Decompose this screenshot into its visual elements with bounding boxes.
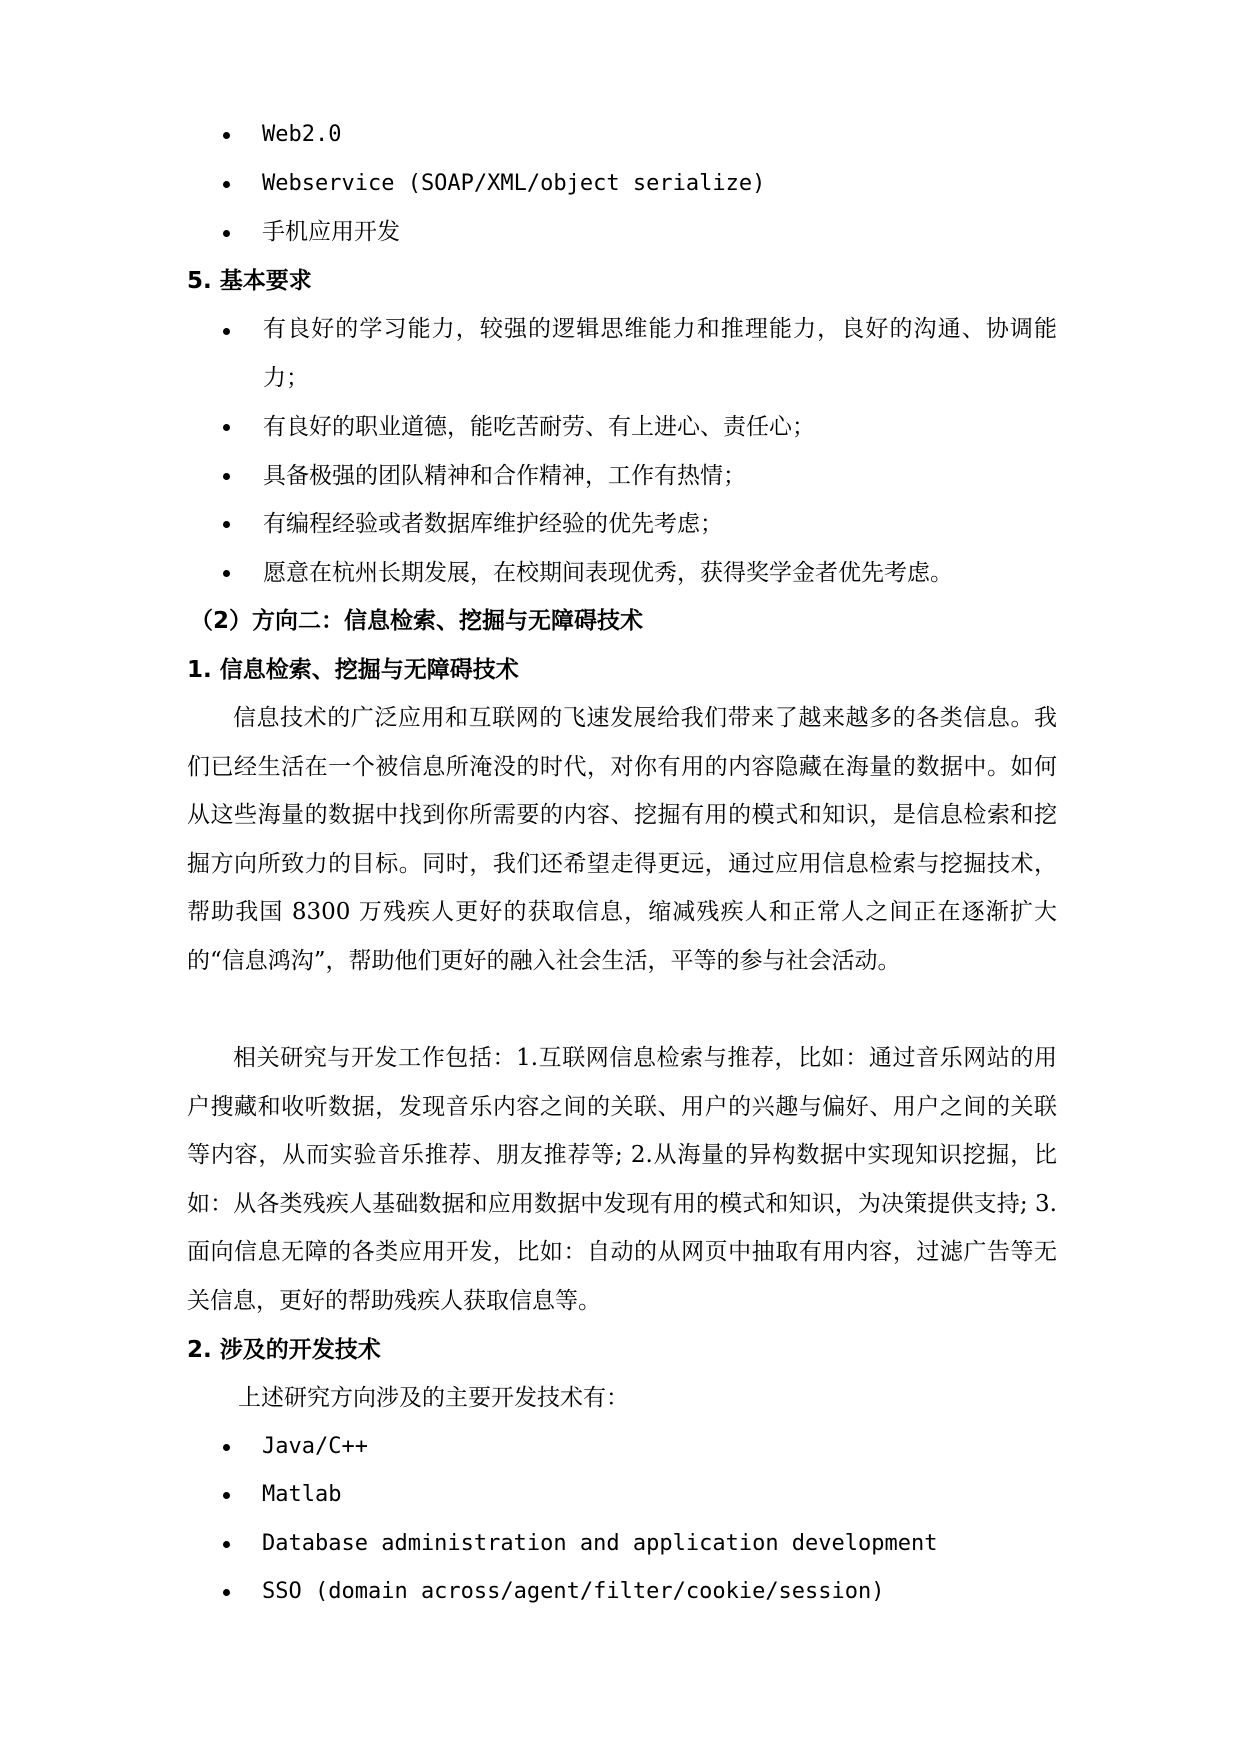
bullet-icon	[223, 328, 230, 335]
bullet-icon	[223, 1541, 230, 1548]
bullet-icon	[223, 1492, 230, 1499]
paragraph-research-work: 相关研究与开发工作包括：1.互联网信息检索与推荐，比如：通过音乐网站的用户搜藏和收听数据，发现音乐内容之间的关联、用户的兴趣与偏好、用户之间的关联等内容，从而实验音乐推荐、朋友推荐等; 2.从海量的异构数据中实现知识挖掘，比如：从各类残疾人基础数据和应用数据中发现有用的模式和知识，为决策提供支持; 3.面向信息无障的各类应用开发，比如：自动的从网页中抽取有用内容，过滤广告等无关信息，更好的帮助残疾人获取信息等。	[187, 1045, 1057, 1314]
tech-item-mobile: 手机应用开发	[262, 219, 400, 245]
requirement-item-2: 有良好的职业道德，能吃苦耐劳、有上进心、责任心；	[263, 414, 815, 440]
bullet-icon	[223, 132, 230, 139]
bullet-icon	[223, 230, 230, 237]
tech-item-webservice: Webservice (SOAP/XML/object serialize)	[262, 171, 766, 196]
requirement-item-3: 具备极强的团队精神和合作精神，工作有热情；	[263, 463, 746, 489]
bullet-icon	[223, 570, 230, 577]
section-5-heading: 5. 基本要求	[187, 268, 312, 294]
requirement-item-5: 愿意在杭州长期发展，在校期间表现优秀，获得奖学金者优先考虑。	[263, 560, 953, 586]
direction-2-heading: （2）方向二：信息检索、挖掘与无障碍技术	[190, 608, 644, 634]
bullet-icon	[223, 424, 230, 431]
tech-item-database: Database administration and application development	[262, 1531, 938, 1556]
bullet-icon	[223, 1589, 230, 1596]
tech-item-matlab: Matlab	[262, 1482, 342, 1507]
paragraph-intro: 信息技术的广泛应用和互联网的飞速发展给我们带来了越来越多的各类信息。我们已经生活在一个被信息所淹没的时代，对你有用的内容隐藏在海量的数据中。如何从这些海量的数据中找到你所需要的内容、挖掘有用的模式和知识，是信息检索和挖掘方向所致力的目标。同时，我们还希望走得更远，通过应用信息检索与挖掘技术，帮助我国 8300 万残疾人更好的获取信息，缩减残疾人和正常人之间正在逐渐扩大的“信息鸿沟”，帮助他们更好的融入社会生活，平等的参与社会活动。	[187, 705, 1057, 974]
bullet-icon	[223, 473, 230, 480]
bullet-icon	[223, 181, 230, 188]
subsection-2-heading: 2. 涉及的开发技术	[187, 1337, 381, 1363]
tech-item-java: Java/C++	[262, 1434, 368, 1459]
tech-intro-text: 上述研究方向涉及的主要开发技术有：	[238, 1385, 629, 1411]
bullet-icon	[223, 1444, 230, 1451]
subsection-1-heading: 1. 信息检索、挖掘与无障碍技术	[187, 657, 519, 683]
requirement-item-1: 有良好的学习能力，较强的逻辑思维能力和推理能力，良好的沟通、协调能力；	[263, 316, 1057, 391]
bullet-icon	[223, 521, 230, 528]
tech-item-sso: SSO (domain across/agent/filter/cookie/session)	[262, 1579, 885, 1604]
requirement-item-4: 有编程经验或者数据库维护经验的优先考虑；	[263, 511, 723, 537]
tech-item-web20: Web2.0	[262, 122, 342, 147]
